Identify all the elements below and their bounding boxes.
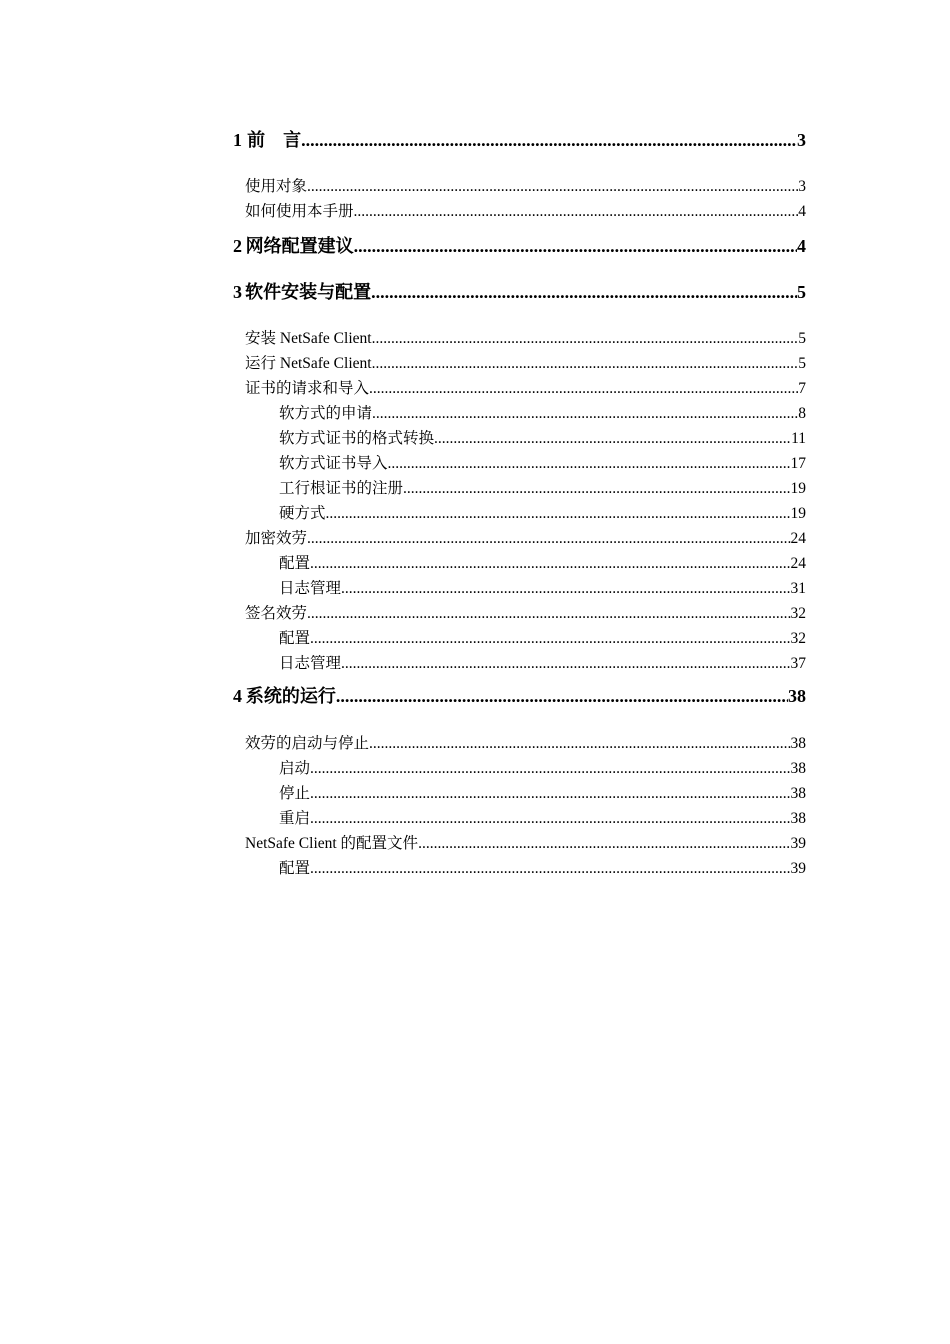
dot-leader	[310, 760, 790, 778]
page-number: 39	[790, 860, 806, 877]
entry-title: 硬方式	[279, 505, 326, 522]
toc-subentry[interactable]	[279, 781, 806, 803]
dot-leader	[307, 178, 798, 196]
page-number: 32	[790, 630, 806, 647]
page-number: 38	[790, 760, 806, 777]
dot-leader	[371, 282, 797, 303]
entry-title: 配置	[279, 630, 311, 647]
toc-subentry[interactable]	[279, 806, 806, 828]
page-number: 38	[788, 686, 806, 706]
entry-title: 如何使用本手册	[245, 203, 354, 220]
toc-subentry[interactable]	[279, 501, 806, 523]
toc-entry-chapter-1[interactable]	[233, 126, 806, 152]
page-number: 11	[791, 430, 806, 447]
page-number: 19	[790, 480, 806, 497]
entry-title: NetSafe Client 的配置文件	[245, 835, 419, 852]
entry-title: 系统的运行	[245, 686, 336, 706]
entry-title: 使用对象	[245, 178, 308, 195]
page-number: 5	[797, 282, 806, 302]
page-number: 38	[790, 810, 806, 827]
toc-subentry[interactable]	[279, 476, 806, 498]
page-number: 3	[798, 178, 806, 195]
entry-title: 重启	[279, 810, 311, 827]
entry-title: 软方式的申请	[279, 405, 373, 422]
chapter-number: 4	[233, 686, 242, 706]
toc-entry[interactable]	[245, 376, 806, 398]
toc-entry[interactable]	[245, 351, 806, 373]
entry-title: 日志管理	[279, 580, 342, 597]
dot-leader	[310, 630, 790, 648]
toc-entry-chapter-2[interactable]	[233, 232, 806, 258]
dot-leader	[336, 686, 788, 707]
entry-title: 加密效劳	[245, 530, 308, 547]
dot-leader	[307, 605, 790, 623]
entry-title: 日志管理	[279, 655, 342, 672]
chapter-number: 1	[233, 130, 242, 150]
toc-entry[interactable]	[245, 831, 806, 853]
dot-leader	[310, 785, 790, 803]
toc-subentry[interactable]	[279, 551, 806, 573]
dot-leader	[369, 735, 790, 753]
entry-title: 配置	[279, 555, 311, 572]
toc-subentry[interactable]	[279, 651, 806, 673]
dot-leader	[307, 530, 790, 548]
entry-title: 停止	[279, 785, 311, 802]
chapter-number: 2	[233, 236, 242, 256]
toc-entry[interactable]	[245, 731, 806, 753]
dot-leader	[310, 555, 790, 573]
page-number: 4	[798, 203, 806, 220]
dot-leader	[301, 130, 797, 151]
toc-subentry[interactable]	[279, 626, 806, 648]
dot-leader	[403, 480, 790, 498]
page-number: 39	[790, 835, 806, 852]
dot-leader	[310, 810, 790, 828]
page-number: 8	[798, 405, 806, 422]
entry-title: 启动	[279, 760, 311, 777]
toc-entry[interactable]	[245, 174, 806, 196]
entry-title: 运行 NetSafe Client	[245, 355, 372, 372]
toc-subentry[interactable]	[279, 756, 806, 778]
toc-entry[interactable]	[245, 601, 806, 623]
toc-entry[interactable]	[245, 199, 806, 221]
toc-entry-chapter-3[interactable]	[233, 278, 806, 304]
entry-title: 软方式证书导入	[279, 455, 388, 472]
page-number: 7	[798, 380, 806, 397]
page-number: 5	[798, 330, 806, 347]
toc-entry-chapter-4[interactable]	[233, 682, 806, 708]
toc-subentry[interactable]	[279, 451, 806, 473]
page-number: 17	[790, 455, 806, 472]
entry-title: 安装 NetSafe Client	[245, 330, 372, 347]
chapter-number: 3	[233, 282, 242, 302]
entry-title: 软件安装与配置	[245, 282, 372, 302]
page-number: 38	[790, 785, 806, 802]
dot-leader	[354, 203, 799, 221]
entry-title: 软方式证书的格式转换	[279, 430, 435, 447]
page-number: 37	[790, 655, 806, 672]
dot-leader	[418, 835, 790, 853]
dot-leader	[341, 580, 790, 598]
dot-leader	[310, 860, 790, 878]
toc-subentry[interactable]	[279, 401, 806, 423]
page-number: 24	[790, 530, 806, 547]
dot-leader	[372, 330, 799, 348]
dot-leader	[354, 236, 797, 257]
page-number: 24	[790, 555, 806, 572]
toc-subentry[interactable]	[279, 576, 806, 598]
dot-leader	[434, 430, 791, 448]
page-number: 32	[790, 605, 806, 622]
dot-leader	[372, 405, 798, 423]
page-number: 31	[790, 580, 806, 597]
entry-title: 证书的请求和导入	[245, 380, 370, 397]
dot-leader	[372, 355, 799, 373]
entry-title: 工行根证书的注册	[279, 480, 404, 497]
entry-title: 网络配置建议	[245, 236, 354, 256]
page-number: 5	[798, 355, 806, 372]
dot-leader	[326, 505, 791, 523]
page-number: 3	[797, 130, 806, 150]
entry-title: 配置	[279, 860, 311, 877]
toc-subentry[interactable]	[279, 426, 806, 448]
dot-leader	[388, 455, 791, 473]
entry-title: 签名效劳	[245, 605, 308, 622]
dot-leader	[369, 380, 798, 398]
entry-title: 效劳的启动与停止	[245, 735, 370, 752]
toc-subentry[interactable]	[279, 856, 806, 878]
toc-entry[interactable]	[245, 526, 806, 548]
page-number: 38	[790, 735, 806, 752]
dot-leader	[341, 655, 790, 673]
toc-entry[interactable]	[245, 326, 806, 348]
entry-title: 前 言	[247, 130, 302, 150]
page-number: 4	[797, 236, 806, 256]
page-number: 19	[790, 505, 806, 522]
